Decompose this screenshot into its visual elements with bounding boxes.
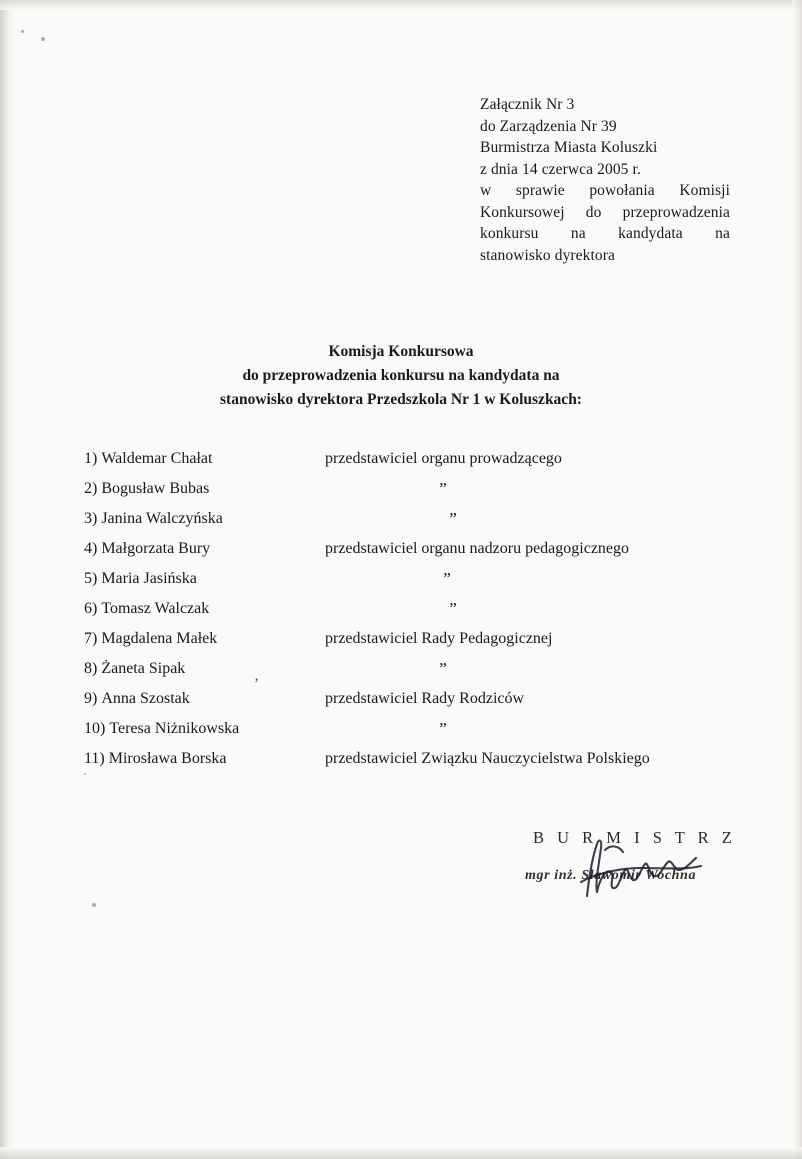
member-name: 2) Bogusław Bubas [84,480,210,497]
scan-speck [41,37,45,41]
list-item [0,624,802,654]
title-line-2: do przeprowadzenia konkursu na kandydata na [242,367,560,384]
member-role-ditto: ” [449,509,457,528]
member-name: 8) Żaneta Sipak [84,660,186,677]
member-name: 7) Magdalena Małek [84,630,218,647]
document-title [0,340,802,412]
title-line-1: Komisja Konkursowa [328,343,474,360]
list-item [0,504,802,534]
member-role: przedstawiciel Rady Pedagogicznej [325,630,553,647]
scan-edge-bottom [0,1147,802,1159]
member-role: przedstawiciel Związku Nauczycielstwa Polskiego [325,750,650,767]
member-role: przedstawiciel Rady Rodziców [325,690,525,707]
header-line: z dnia 14 czerwca 2005 r. [480,160,641,178]
committee-members-list [0,444,802,774]
list-item [0,444,802,474]
scan-speck [92,903,96,907]
list-item [0,594,802,624]
list-item [0,534,802,564]
member-role-ditto: ” [443,569,451,588]
scan-speck [21,30,24,33]
list-item [0,714,802,744]
member-role: przedstawiciel organu nadzoru pedagogicznego [325,540,630,557]
header-line: Załącznik Nr 3 [480,96,575,113]
list-item [0,654,802,684]
header-line: konkursu na kandydata na [480,225,730,242]
list-item [0,474,802,504]
member-role-ditto: ” [439,719,447,738]
member-name: 3) Janina Walczyńska [84,510,223,527]
member-name: 6) Tomasz Walczak [84,600,210,617]
member-name: 10) Teresa Niżnikowska [84,720,240,737]
member-name: 5) Maria Jasińska [84,570,197,587]
member-role-ditto: ” [449,599,457,618]
header-line: stanowisko dyrektora [480,246,616,264]
header-line: do Zarządzenia Nr 39 [480,117,617,135]
member-role: przedstawiciel organu prowadzącego [325,450,562,467]
scan-edge-top [0,0,802,10]
signature-office-title: B U R M I S T R Z [533,828,737,847]
list-item [0,684,802,714]
member-name: 11) Mirosława Borska [84,750,227,767]
member-name: 4) Małgorzata Bury [84,540,211,557]
member-role-ditto: ” [439,479,447,498]
title-line-3: stanowisko dyrektora Przedszkola Nr 1 w Koluszkach: [220,391,582,408]
member-role-ditto: ” [439,659,447,678]
document-header-block [480,94,730,266]
stray-ink-mark: ’ [254,676,259,692]
list-item [0,744,802,774]
signature-name: mgr inż. Sławomir Wochna [525,868,697,883]
list-item [0,564,802,594]
member-name: 1) Waldemar Chałat [84,450,213,467]
header-line: w sprawie powołania Komisji [480,182,730,199]
header-line: Burmistrza Miasta Koluszki [480,139,658,156]
header-line: Konkursowej do przeprowadzenia [480,203,730,221]
member-name: 9) Anna Szostak [84,690,190,707]
